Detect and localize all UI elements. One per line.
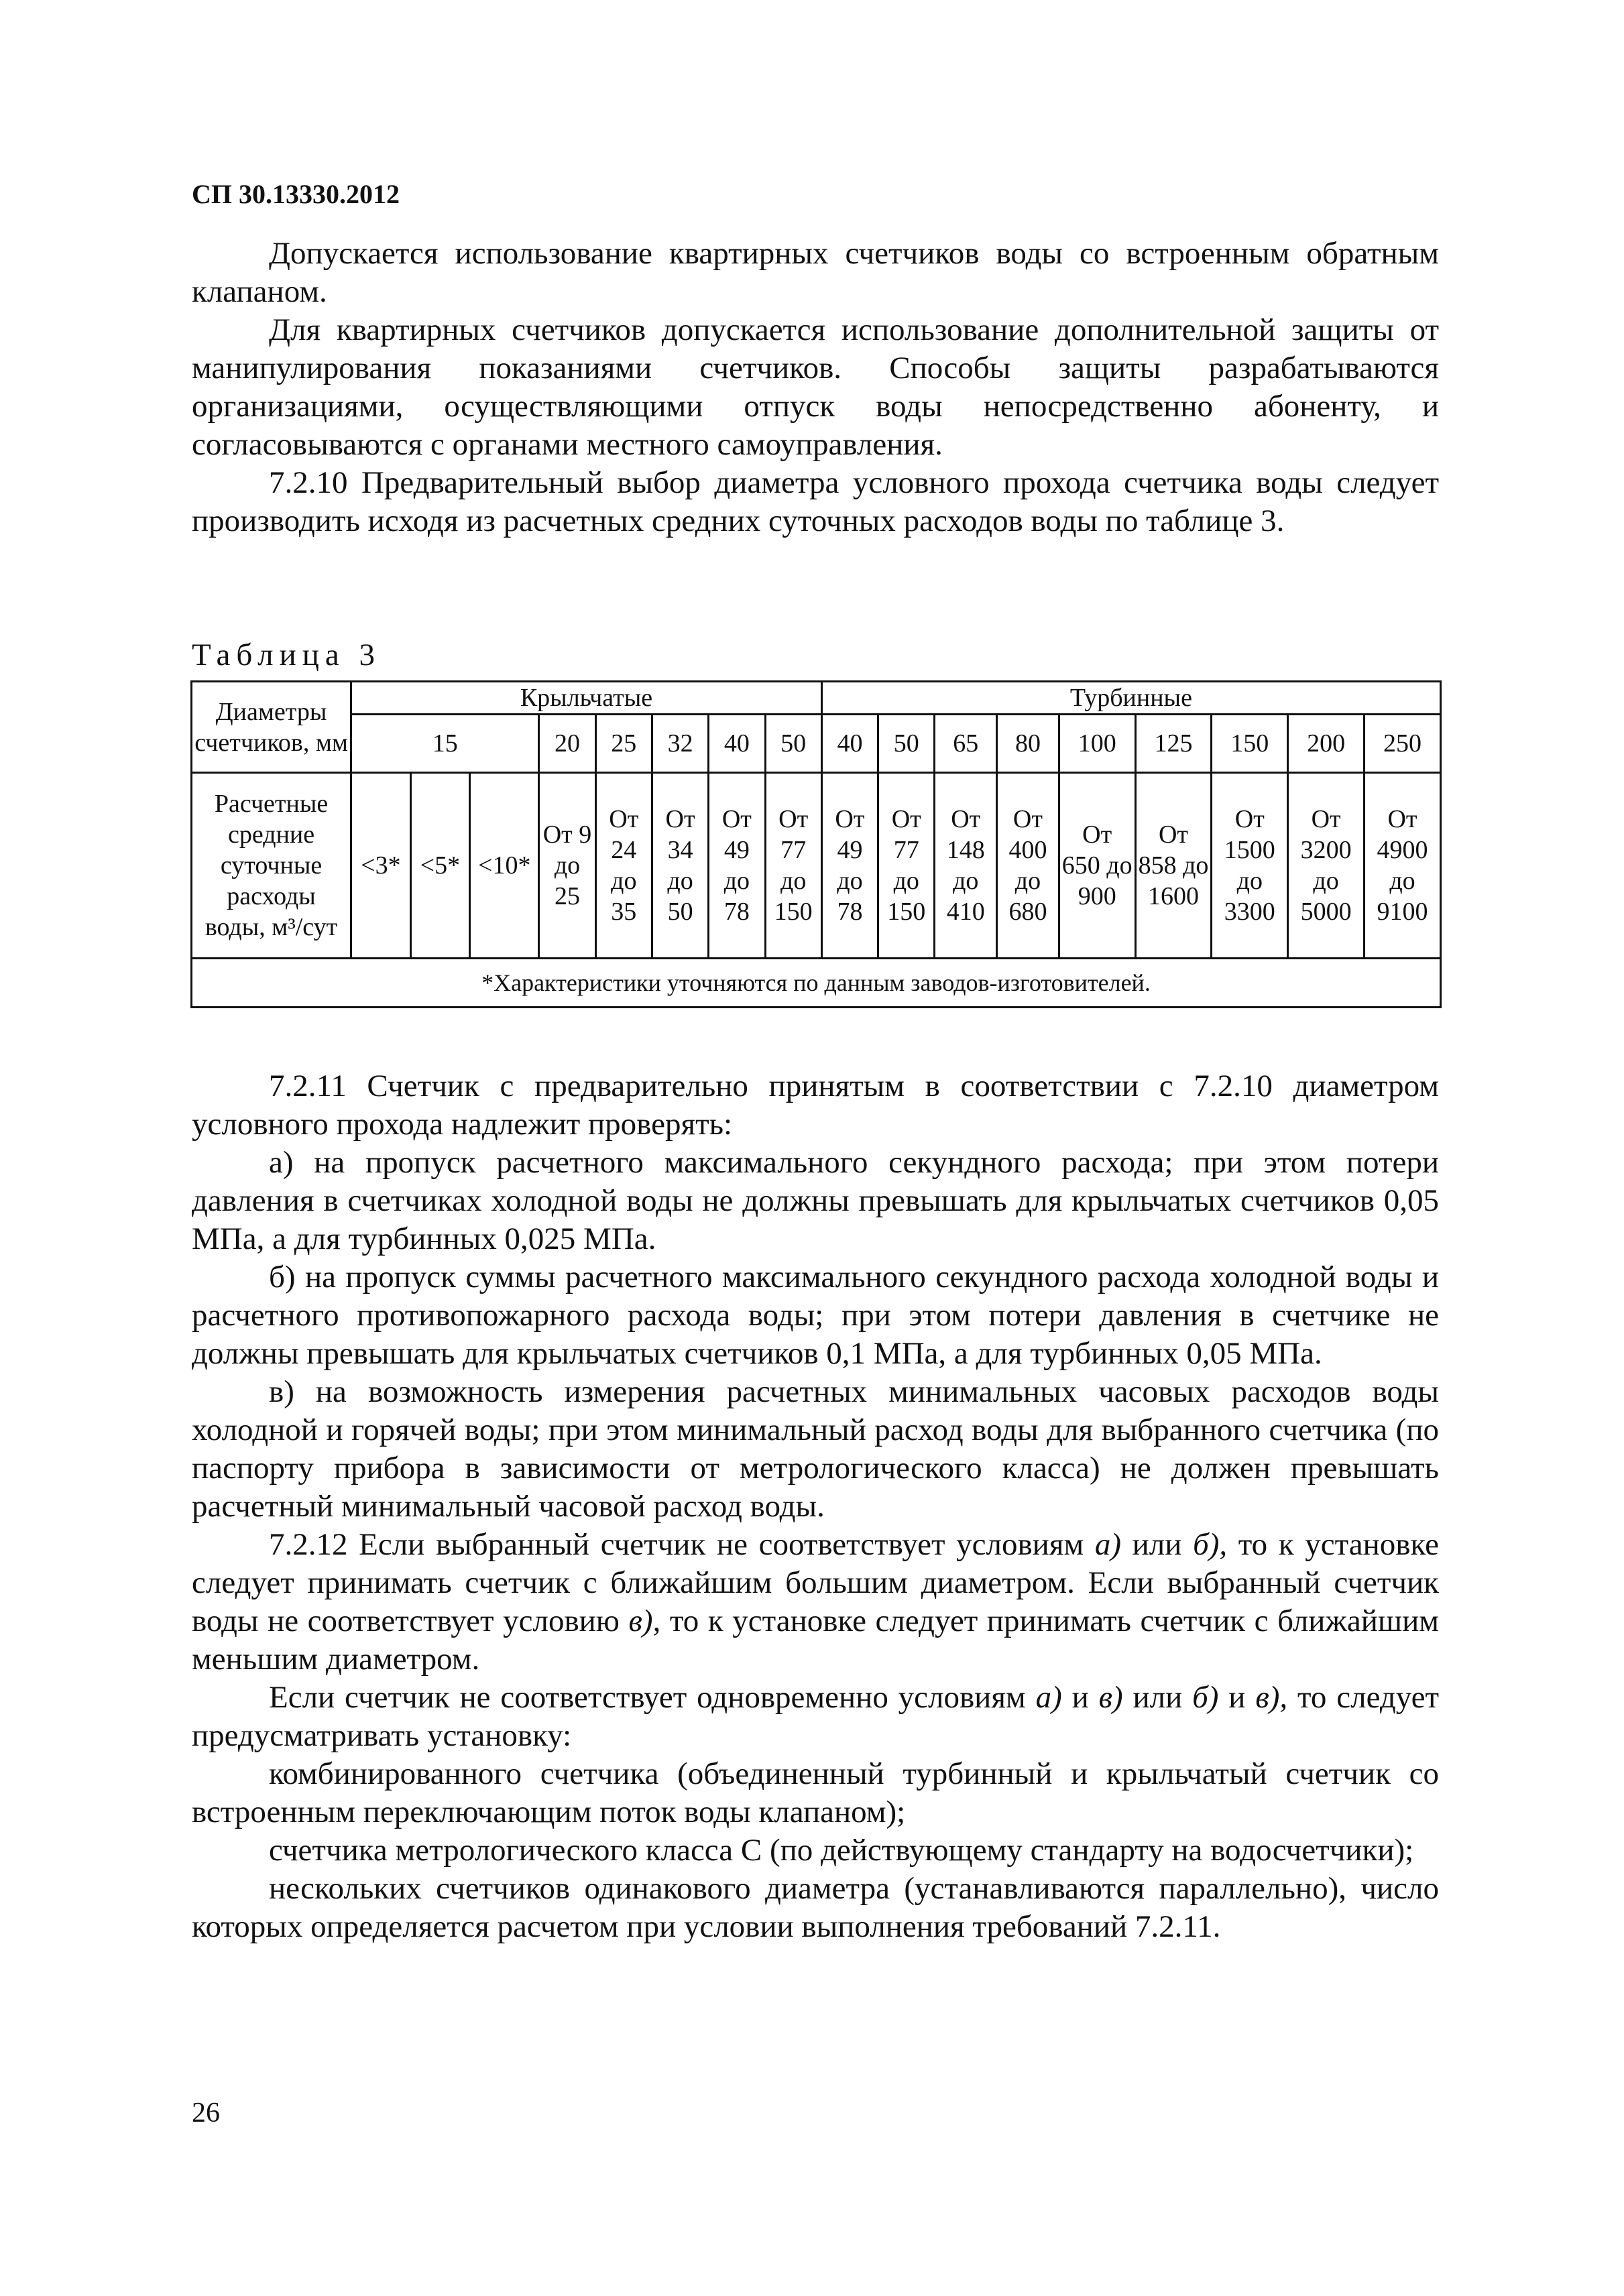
flow-cell: От 77 до 150: [765, 773, 821, 959]
condition-ref: а): [1035, 1680, 1062, 1715]
diameter-cell: 20: [539, 715, 595, 773]
paragraph-several-meters: нескольких счетчиков одинакового диаметра (устанавливаются параллельно), число которых определяется расчетом при условии выполнения требований 7.2.11.: [192, 1871, 1439, 1944]
paragraph-class-c-meter: счетчика метрологического класса С (по действующему стандарту на водосчетчики);: [269, 1833, 1414, 1868]
flow-cell: От 400 до 680: [997, 773, 1059, 959]
group-turbine: Турбинные: [821, 682, 1440, 715]
text-span: и: [1218, 1680, 1256, 1715]
diameter-cell: 40: [821, 715, 878, 773]
diameter-cell: 250: [1365, 715, 1441, 773]
diameter-cell: 100: [1059, 715, 1135, 773]
meter-diameter-table: [190, 680, 1442, 1008]
diameter-cell: 65: [935, 715, 997, 773]
page-number: 26: [192, 2098, 220, 2128]
diameter-cell: 15: [351, 715, 539, 773]
diameter-cell: 32: [652, 715, 708, 773]
condition-ref: в),: [1255, 1680, 1288, 1715]
diameter-cell: 125: [1135, 715, 1212, 773]
flow-cell: <10*: [470, 773, 539, 959]
group-vane: Крыльчатые: [351, 682, 822, 715]
condition-ref: б),: [1193, 1527, 1228, 1562]
paragraph-7-2-12: [192, 1526, 1439, 1679]
diameter-cell: 50: [878, 715, 935, 773]
flow-cell: От 4900 до 9100: [1365, 773, 1441, 959]
text-span: 7.2.12 Если выбранный счетчик не соответствует условиям: [269, 1527, 1095, 1562]
flow-cell: От 9 до 25: [539, 773, 595, 959]
flow-cell: От 148 до 410: [935, 773, 997, 959]
text-span: то к установке следует принимать счетчик с ближайшим большим диаметром. Если выбранный счетчик воды не соответствует условию: [192, 1527, 1440, 1638]
flow-cell: От 77 до 150: [878, 773, 935, 959]
paragraph-item-a: а) на пропуск расчетного максимального секундного расхода; при этом потери давления в счетчиках холодной воды не должны превышать для крыльчатых счетчиков 0,05 МПа, а для турбинных 0,025 МПа.: [192, 1145, 1439, 1256]
table-footnote: *Характеристики уточняются по данным заводов-изготовителей.: [192, 959, 1441, 1008]
condition-ref: б): [1192, 1680, 1219, 1715]
text-span: или: [1122, 1680, 1193, 1715]
paragraph-7-2-10: 7.2.10 Предварительный выбор диаметра условного прохода счетчика воды следует производить исходя из расчетных средних суточных расходов воды по таблице 3.: [192, 465, 1439, 538]
flow-cell: <3*: [351, 773, 411, 959]
condition-ref: а): [1094, 1527, 1121, 1562]
flow-cell: От 24 до 35: [595, 773, 652, 959]
checks-text: [192, 1067, 1439, 1946]
diameter-cell: 25: [595, 715, 652, 773]
paragraph-check-valve: Допускается использование квартирных счетчиков воды со встроенным обратным клапаном.: [192, 236, 1439, 309]
flow-cell: <5*: [410, 773, 470, 959]
condition-ref: в): [1098, 1680, 1123, 1715]
paragraph-simultaneous: [192, 1679, 1439, 1755]
diameter-cell: 80: [997, 715, 1059, 773]
diameter-cell: 40: [709, 715, 765, 773]
flow-cell: От 3200 до 5000: [1288, 773, 1365, 959]
flow-cell: От 34 до 50: [652, 773, 708, 959]
diameter-cell: 200: [1288, 715, 1365, 773]
text-span: то следует предусматривать установку:: [192, 1680, 1440, 1753]
table-caption: Таблица 3: [192, 638, 382, 672]
paragraph-7-2-11: 7.2.11 Счетчик с предварительно принятым в соответствии с 7.2.10 диаметром условного прохода надлежит проверять:: [192, 1069, 1439, 1142]
paragraph-combined-meter: комбинированного счетчика (объединенный турбинный и крыльчатый счетчик со встроенным переключающим поток воды клапаном);: [192, 1756, 1439, 1829]
flow-cell: От 1500 до 3300: [1212, 773, 1288, 959]
flow-cell: От 49 до 78: [821, 773, 878, 959]
intro-text: [192, 235, 1439, 540]
header-daily-flow: Расчетные средние суточные расходы воды, м³/сут: [192, 773, 351, 959]
text-span: или: [1121, 1527, 1194, 1562]
meter-table-wrapper: [190, 680, 1442, 1008]
document-code: СП 30.13330.2012: [192, 179, 400, 209]
paragraph-item-b: б) на пропуск суммы расчетного максимального секундного расхода холодной воды и расчетного противопожарного расхода воды; при этом потери давления в счетчике не должны превышать для крыльчатых счетчиков 0,1 МПа, а для турбинных 0,05 МПа.: [192, 1260, 1439, 1371]
diameter-cell: 50: [765, 715, 821, 773]
paragraph-protection: Для квартирных счетчиков допускается использование дополнительной защиты от манипулирования показаниями счетчиков. Способы защиты разрабатываются организациями, осуществляющими отпуск воды непосредственно абоненту, и согласовываются с органами местного самоуправления.: [192, 312, 1439, 462]
condition-ref: в),: [628, 1604, 661, 1638]
text-span: то к установке следует принимать счетчик с ближайшим меньшим диаметром.: [192, 1604, 1439, 1677]
flow-cell: От 49 до 78: [709, 773, 765, 959]
text-span: Если счетчик не соответствует одновременно условиям: [269, 1680, 1036, 1715]
flow-cell: От 858 до 1600: [1135, 773, 1212, 959]
text-span: и: [1061, 1680, 1099, 1715]
diameter-cell: 150: [1212, 715, 1288, 773]
header-diameters: Диаметры счетчиков, мм: [192, 682, 351, 773]
flow-cell: От 650 до 900: [1059, 773, 1135, 959]
paragraph-item-v: в) на возможность измерения расчетных минимальных часовых расходов воды холодной и горячей воды; при этом минимальный расход воды для выбранного счетчика (по паспорту прибора в зависимости от метрологического класса) не должен превышать расчетный минимальный часовой расход воды.: [192, 1374, 1439, 1524]
